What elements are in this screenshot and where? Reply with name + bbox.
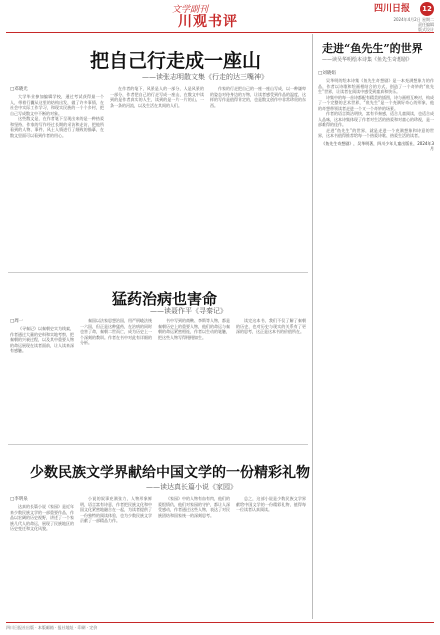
column-tag: 文学副刊 (172, 5, 209, 15)
page-footer: 四川日报社出版 · 本版邮箱 · 报社地址 · 印刷 · 定价 (6, 622, 434, 631)
paragraph: 《家园》中的人物有血有肉，他们的爱恨情仇，他们对家园的守护，都让人深受感动，作者通过这些人物，表达了对民族团结和国家统一的深刻思考。 (158, 496, 230, 518)
article-3-column-2 (80, 496, 152, 618)
article-4-title: 走进“鱼先生”的世界 (322, 42, 423, 55)
paragraph: 走进“鱼先生”的世界，就是走进一个充满想象和诗意的世界，这本书值得推荐给每一个热爱诗歌、热爱生活的读者。 (318, 127, 434, 138)
article-1-column-3 (210, 86, 306, 270)
paragraph: 在作者的笔下，风景是人的一部分，人是风景的一部分，作者把自己的行走写成一座山，在散文中读到的是作者真实的人生，读到的是一片一片的山、一条一条的河流，以及生活在其间的人们。 (110, 86, 204, 108)
page-number-badge: 12 (420, 2, 434, 16)
article-3-byline: □李明泉 (10, 497, 28, 502)
article-3-column-4 (236, 496, 306, 618)
header-date: 2024年4月2日 星期二 (393, 17, 434, 22)
paragraph: 诗集中的每一首诗都配有精美的插图，诗与画相互映衬，构成了一个完整的艺术世界，“鱼先生”是一个充满好奇心的形象，他的奇想带领读者走进一个又一个奇妙的场景。 (318, 94, 434, 111)
paragraph: 作家的行走把自己的一座一座山写成，以一种谦卑的姿态对待身边的万物，让读者感受到作品的温度，这样的写作是值得肯定的，也是散文创作中非常珍贵的东西。 (210, 86, 306, 108)
article-3-column-1 (10, 504, 74, 618)
paragraph: 书中写到的商鞅、李斯等人物，都是秦朝历史上的重要人物，他们的命运与秦朝的命运紧密相连，作者以生动的笔触，把这些人物写得栩栩如生。 (158, 318, 230, 340)
column-title: 川观书评 (178, 14, 238, 30)
paragraph: 《寻秦记》以秦朝史实为线索，作者通过大量的史料和实地考察，把秦朝的兴衰过程，以及其中重要人物的命运展现在读者面前，让人读来深有感触。 (10, 326, 74, 353)
paragraph: 吴华明的绘本诗集《鱼先生奇想剧》是一本充满想象力的作品，作者以诗歌和绘画相结合的方式，创造了一个奇妙的“鱼先生”世界，让读者在阅读中感受到童真和快乐。 (318, 78, 434, 94)
article-2-title: 猛药治病也害命 (112, 290, 218, 308)
paragraph: 大学毕业参加编辑学校，通过考试获得最一个人，带着行囊从这里的结构出发，做了许多事情，在社会中实际工作学习，和现实民族的一个个乡村，把自己写成散文中不断的对象。 (10, 94, 104, 116)
article-2-column-4 (236, 318, 306, 440)
paragraph: 总之，这部小说是少数民族文学界献给中国文学的一份精彩礼物，值得每一位读者认真阅读。 (236, 496, 306, 512)
paragraph: 这些散文是，在作者笔下呈现出来的是一种热爱和坚持，作家的写作经过长期的采访和走访，把他所看到的人物、事件、风土人情进行了细致的描摹，在散文里面可以看到作者的用心。 (10, 116, 104, 138)
article-2-subtitle: ——读聂作平《寻秦记》 (150, 307, 227, 315)
article-4-body (318, 78, 434, 618)
article-3-title: 少数民族文学界献给中国文学的一份精彩礼物 (30, 465, 310, 481)
header-editor: 责任编辑 (418, 22, 434, 27)
article-2-byline: □周一 (10, 319, 24, 324)
article-4-subtitle: ——读吴华明绘本诗集《鱼先生奇想剧》 (322, 57, 413, 63)
article-1-byline: □邓晓光 (10, 87, 28, 92)
paragraph: 读完这本书，我们不仅了解了秦朝的历史，也对历史与现实的关系有了更深的思考，这正是这本书的价值所在。 (236, 318, 306, 334)
article-1-title: 把自己行走成一座山 (90, 50, 262, 72)
header-designer: 版式设计 (418, 27, 434, 32)
article-4-byline: □刘晓娟 (318, 71, 336, 76)
article-1-column-2 (110, 86, 204, 270)
article-2-column-2 (80, 318, 152, 440)
paragraph: 小说的叙事充满张力，人物形象鲜明，语言富有诗意，作者把民族文化和中国文化紧密地融合在一起，为读者提供了一份独特的阅读体验，也为少数民族文学贡献了一部精品力作。 (80, 496, 152, 523)
header-rule (6, 32, 434, 33)
article-3-column-3 (158, 496, 230, 618)
article-1-subtitle: ——读张志明散文集《行走的达三嘴神》 (142, 73, 268, 81)
article-2-column-1 (10, 326, 74, 440)
paragraph: 达真的长篇小说《家园》是近年来少数民族文学的一部重要作品，作品以宏阔的历史视野，讲述了一个家族几代人的命运，展现了民族地区的历史变迁和文化风貌。 (10, 504, 74, 531)
paragraph: 作者的语言简洁明快，富有节奏感，适合儿童阅读，也适合成人品味，这本诗集体现了作者对生活的热爱和对童心的珍视，是一部难得的佳作。 (318, 111, 434, 127)
book-info-caption: 《鱼先生奇想剧》，吴华明著，四川少年儿童出版社，2024年3月 (321, 140, 434, 151)
article-2-column-3 (158, 318, 230, 440)
masthead-logo: 四川日报 (373, 4, 410, 14)
header-meta (393, 17, 434, 32)
section-rule (8, 444, 308, 445)
column-divider (312, 34, 313, 619)
paragraph: 秦国以法家思想治国，用严刑峻法统一六国，但正是这种猛药，在治病的同时也害了命，秦朝二世而亡，成为历史上一个深刻的教训。作者在书中对此有详细的分析。 (80, 318, 152, 345)
section-rule (8, 272, 308, 273)
article-3-subtitle: ——读达真长篇小说《家园》 (146, 483, 237, 491)
article-1-column-1 (10, 94, 104, 270)
page-header (0, 0, 440, 32)
